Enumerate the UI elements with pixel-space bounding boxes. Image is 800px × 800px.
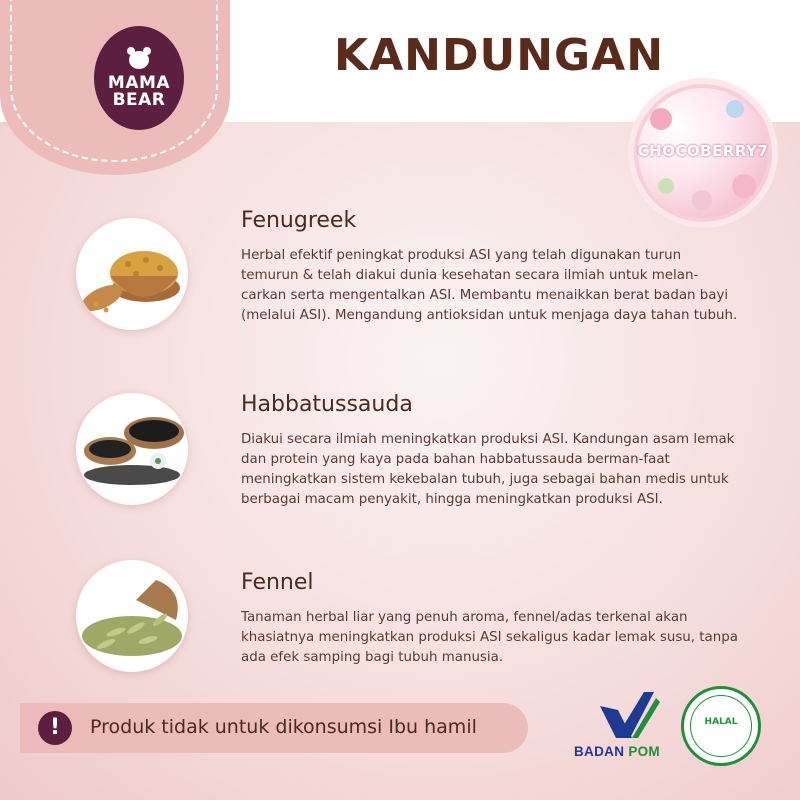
badan-pom-text: [574, 744, 660, 759]
herb-desc-habbatussauda: Diakui secara ilmiah meningkatkan produksi ASI. Kandungan asam lemak dan protein yang kaya pada bahan habbatussauda berman-faat meningkatkan sistem kekebalan tubuh, juga sebagai bahan medis untuk berbagai macam penyakit, hingga meningkatkan produksi ASI.: [241, 432, 735, 507]
fenugreek-image: [76, 218, 188, 330]
warning-banner: [20, 703, 528, 753]
page-title: KANDUNGAN: [334, 30, 665, 81]
herb-desc-fenugreek: Herbal efektif peningkat produksi ASI yang telah digunakan turun temurun & telah diakui dunia kesehatan secara ilmiah untuk melan-carkan serta mengentalkan ASI. Membantu menaikkan berat badan bayi (melalui ASI). Mengandung antioksidan untuk menjaga daya tahan tubuh.: [241, 248, 738, 323]
halal-label: HALAL: [704, 717, 738, 727]
habbatussauda-image: [76, 393, 188, 505]
pom-pom-text: POM: [628, 744, 660, 759]
herb-desc-fennel: Tanaman herbal liar yang penuh aroma, fennel/adas terkenal akan khasiatnya meningkatkan produksi ASI sekaligus kadar lemak susu, tanpa ada efek samping bagi tubuh manusia.: [241, 610, 738, 665]
logo-line-1: MAMA: [107, 73, 171, 93]
herb-title-fennel: Fennel: [241, 570, 314, 595]
logo-line-2: BEAR: [112, 90, 166, 110]
watermark-badge: [628, 78, 778, 228]
mama-bear-logo: [94, 26, 184, 130]
halal-mui-logo: [681, 686, 761, 766]
pom-badan-text: BADAN: [574, 744, 625, 759]
warning-text: Produk tidak untuk dikonsumsi Ibu hamil: [90, 716, 477, 738]
fennel-image: [76, 560, 188, 672]
exclamation-icon: !: [38, 711, 72, 745]
watermark-text: CHOCOBERRY7: [637, 142, 769, 160]
bear-icon: [126, 47, 152, 71]
herb-title-habbatussauda: Habbatussauda: [241, 392, 413, 417]
herb-title-fenugreek: Fenugreek: [241, 208, 357, 233]
